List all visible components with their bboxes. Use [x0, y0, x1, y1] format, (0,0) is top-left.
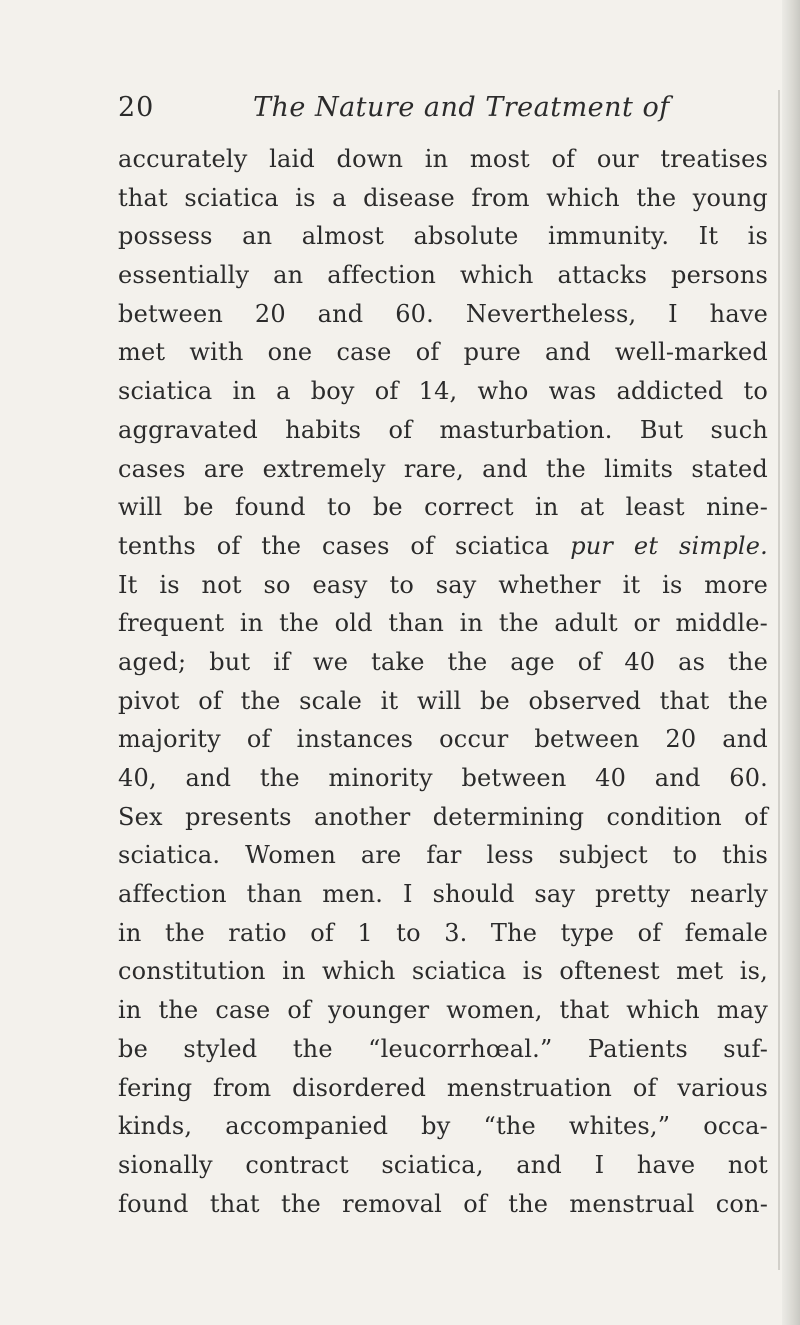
text-line: 40, and the minority between 40 and 60. [118, 764, 768, 792]
text-line: between 20 and 60. Nevertheless, I have [118, 299, 768, 328]
text-line: found that the removal of the menstrual con- [118, 1189, 768, 1218]
italic-phrase: pur et simple. [570, 531, 768, 560]
page-number: 20 [118, 92, 155, 123]
text-line: constitution in which sciatica is oftenest met is, [118, 957, 768, 986]
book-spine-edge [782, 0, 800, 1325]
text-line: in the case of younger women, that which may [118, 996, 768, 1025]
text-line: sionally contract sciatica, and I have not [118, 1150, 768, 1179]
text-line: pivot of the scale it will be observed that the [118, 686, 768, 715]
running-title: The Nature and Treatment of [253, 92, 670, 123]
text-line: frequent in the old than in the adult or middle- [118, 609, 768, 638]
page-header [118, 92, 768, 132]
text-line: met with one case of pure and well-marked [118, 338, 768, 367]
text-line: in the ratio of 1 to 3. The type of female [118, 918, 768, 947]
text-line: kinds, accompanied by “the whites,” occa- [118, 1112, 768, 1141]
text-line: tenths of the cases of sciatica pur et simple. [118, 531, 768, 560]
text-line: sciatica. Women are far less subject to this [118, 841, 768, 870]
text-line: that sciatica is a disease from which the young [118, 183, 768, 212]
text-line: majority of instances occur between 20 and [118, 725, 768, 754]
text-line: Sex presents another determining condition of [118, 802, 768, 831]
text-line: fering from disordered menstruation of various [118, 1073, 768, 1102]
text-line: possess an almost absolute immunity. It is [118, 222, 768, 251]
text-line: be styled the “leucorrhœal.” Patients suf- [118, 1034, 768, 1063]
text-line: affection than men. I should say pretty nearly [118, 880, 768, 909]
page-edge-shadow [778, 90, 780, 1270]
text-line: essentially an affection which attacks persons [118, 261, 768, 290]
text-line: It is not so easy to say whether it is more [118, 570, 768, 599]
text-line: will be found to be correct in at least nine- [118, 493, 768, 522]
text-line: accurately laid down in most of our treatises [118, 145, 768, 173]
text-line: cases are extremely rare, and the limits stated [118, 454, 768, 483]
body-text [118, 140, 768, 1223]
text-line: aged; but if we take the age of 40 as the [118, 647, 768, 676]
text-line: sciatica in a boy of 14, who was addicted to [118, 377, 768, 406]
text-line: aggravated habits of masturbation. But such [118, 415, 768, 444]
